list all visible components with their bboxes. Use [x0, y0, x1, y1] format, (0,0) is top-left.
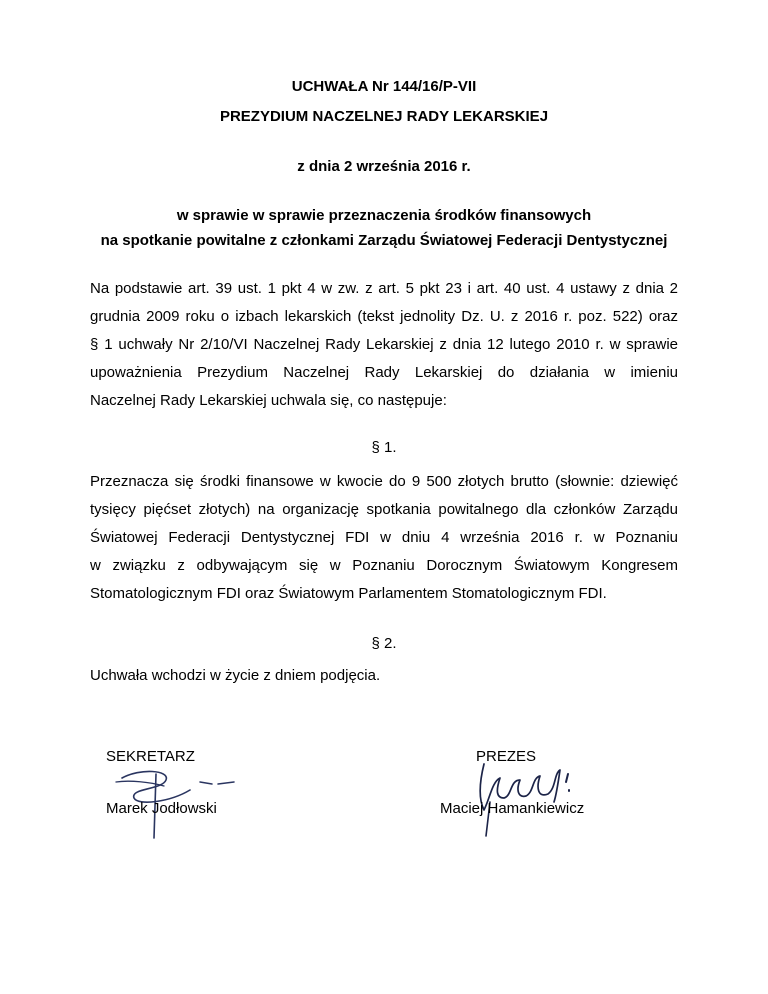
secretary-title: SEKRETARZ [106, 748, 195, 765]
subject-line-1: w sprawie w sprawie przeznaczenia środków finansowych [176, 207, 592, 224]
section-1-line: Światowej Federacji Dentystycznej FDI w dniu 4 września 2016 r. w Poznaniu [90, 529, 678, 546]
section-2-paragraph [90, 662, 678, 690]
resolution-number: UCHWAŁA Nr 144/16/P-VII [291, 78, 477, 95]
section-1-paragraph [90, 468, 678, 608]
resolution-date: z dnia 2 września 2016 r. [297, 158, 471, 175]
section-1-line: Przeznacza się środki finansowe w kwocie do 9 500 złotych brutto (słownie: dziewięć [90, 473, 678, 490]
preamble-line: upoważnienia Prezydium Naczelnej Rady Lekarskiej do działania w imieniu [90, 364, 678, 381]
preamble-line: Na podstawie art. 39 ust. 1 pkt 4 w zw. z art. 5 pkt 23 i art. 40 ust. 4 ustawy z dnia 2 [90, 280, 678, 297]
section-1-line: tysięcy pięćset złotych) na organizację spotkania powitalnego dla członków Zarządu [90, 501, 678, 518]
section-1-line: Stomatologicznym FDI oraz Światowym Parlamentem Stomatologicznym FDI. [90, 585, 607, 602]
section-1-heading: § 1. [371, 439, 397, 456]
preamble-paragraph [90, 275, 678, 415]
president-title: PREZES [476, 748, 537, 765]
preamble-line: § 1 uchwały Nr 2/10/VI Naczelnej Rady Lekarskiej z dnia 12 lutego 2010 r. w sprawie [90, 336, 678, 353]
subject-line-2: na spotkanie powitalne z członkami Zarządu Światowej Federacji Dentystycznej [100, 232, 668, 249]
secretary-name: Marek Jodłowski [106, 800, 217, 817]
body-name: PREZYDIUM NACZELNEJ RADY LEKARSKIEJ [219, 108, 549, 125]
section-2-heading: § 2. [371, 635, 397, 652]
president-signature [470, 758, 590, 838]
preamble-line: Naczelnej Rady Lekarskiej uchwala się, co następuje: [90, 392, 447, 409]
president-name: Maciej Hamankiewicz [440, 800, 585, 817]
preamble-line: grudnia 2009 roku o izbach lekarskich (tekst jednolity Dz. U. z 2016 r. poz. 522) oraz [90, 308, 678, 325]
section-1-line: w związku z odbywającym się w Poznaniu Dorocznym Światowym Kongresem [90, 557, 678, 574]
section-2-line: Uchwała wchodzi w życie z dniem podjęcia. [90, 667, 381, 684]
